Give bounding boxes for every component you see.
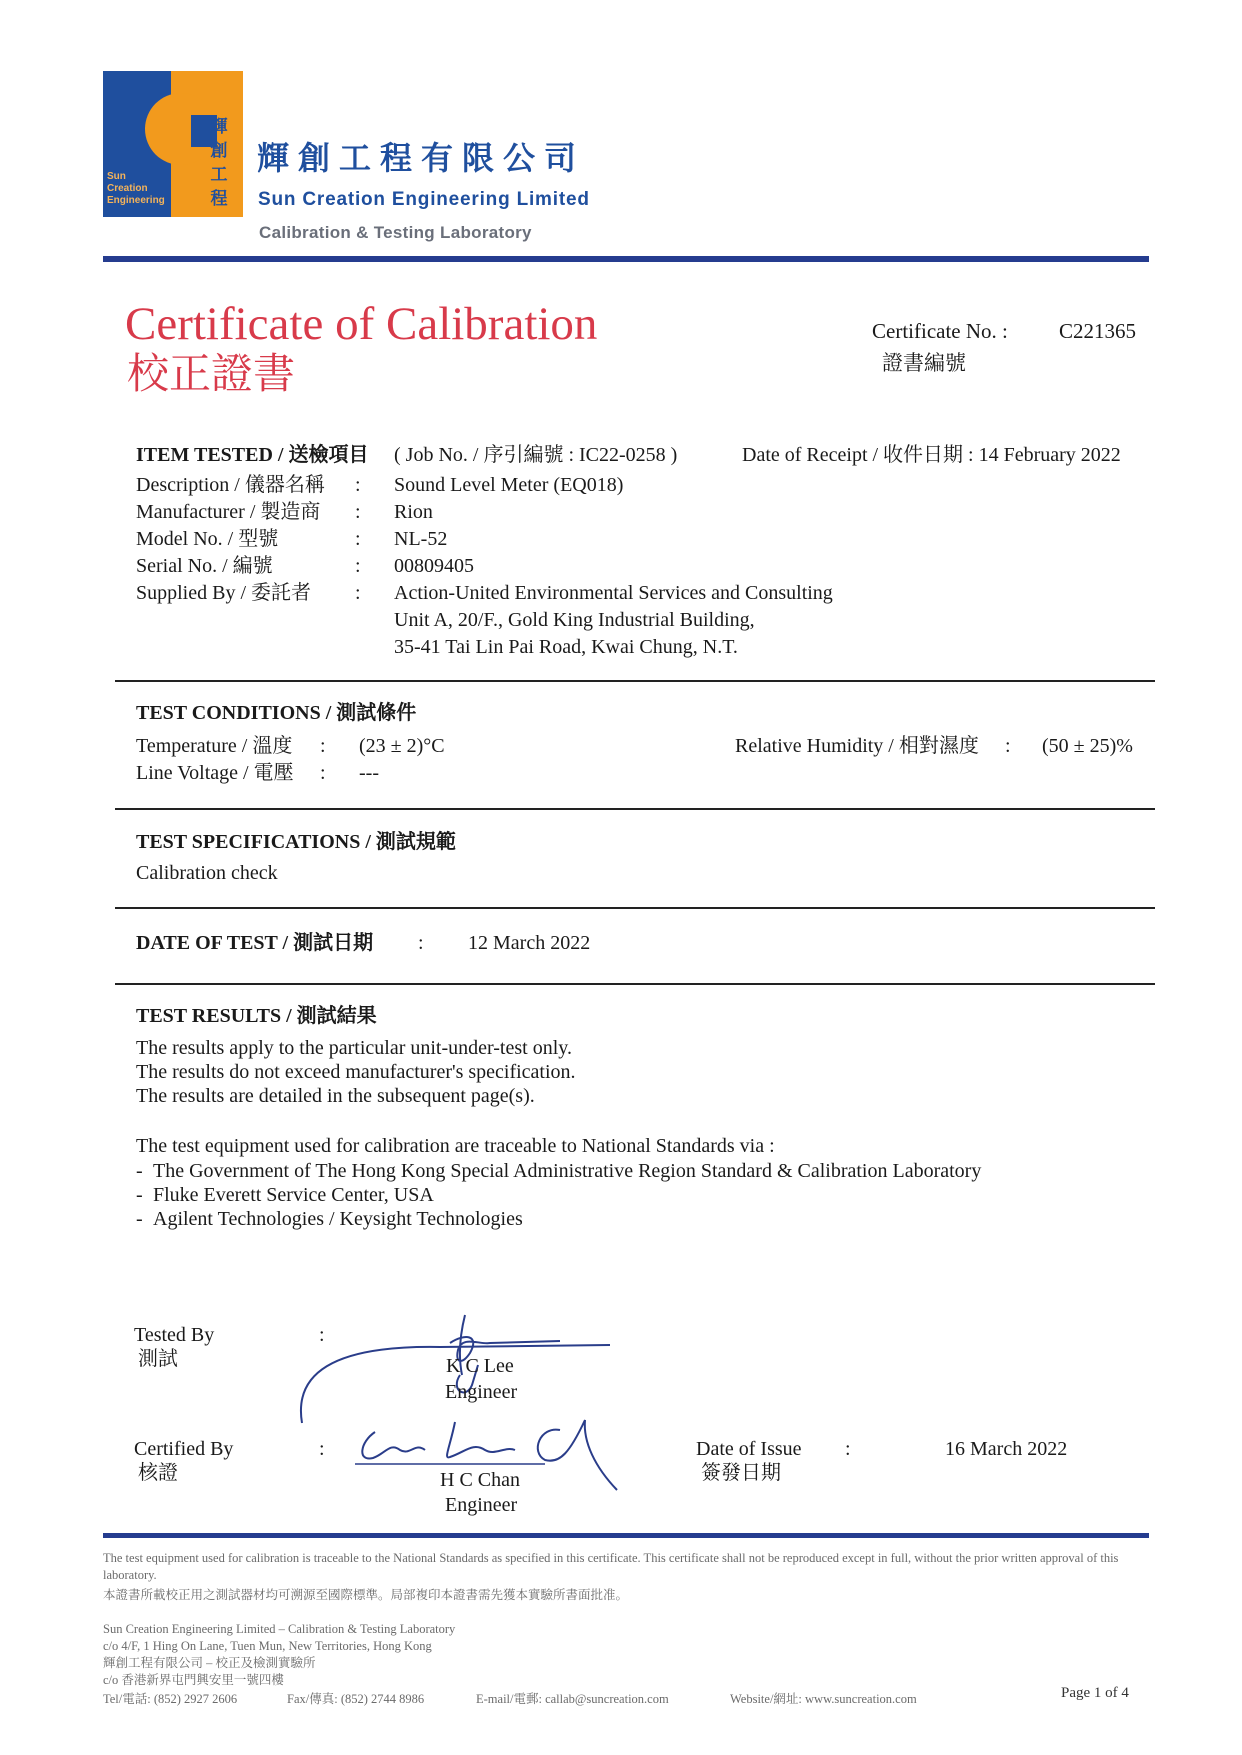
result-line: The results are detailed in the subsequent page(s).	[136, 1085, 535, 1107]
results-heading: TEST RESULTS / 測試結果	[136, 1005, 377, 1027]
bullet-dash: -	[136, 1208, 143, 1230]
colon: :	[355, 582, 361, 604]
colon: :	[355, 501, 361, 523]
logo-badge-en: Sun Creation Engineering	[107, 171, 165, 206]
voltage-value: ---	[359, 762, 379, 784]
certifier-name: H C Chan	[440, 1469, 520, 1491]
footer-rule	[103, 1533, 1149, 1538]
bullet-dash: -	[136, 1184, 143, 1206]
date-of-receipt: Date of Receipt / 收件日期 : 14 February 2022	[742, 444, 1121, 466]
colon: :	[418, 932, 424, 954]
traceability-item: The Government of The Hong Kong Special Administrative Region Standard & Calibration Laboratory	[153, 1160, 982, 1182]
section-divider	[115, 983, 1155, 985]
certified-by-label-zh: 核證	[138, 1462, 178, 1484]
humidity-value: (50 ± 25)%	[1042, 735, 1133, 757]
footer-address-line: 輝創工程有限公司 – 校正及檢測實驗所	[103, 1656, 316, 1670]
colon: :	[320, 735, 326, 757]
supplier-address-line: Unit A, 20/F., Gold King Industrial Building,	[394, 609, 755, 631]
title-en: Certificate of Calibration	[125, 298, 598, 350]
tested-by-label: Tested By	[134, 1324, 215, 1346]
section-divider	[115, 808, 1155, 810]
header-rule	[103, 256, 1149, 262]
logo-badge-zh: 輝 創 工 程	[210, 117, 228, 209]
section-divider	[115, 907, 1155, 909]
footer-fax: Fax/傳真: (852) 2744 8986	[287, 1692, 425, 1706]
tester-title: Engineer	[445, 1381, 518, 1403]
colon: :	[1005, 735, 1011, 757]
footer-email: E-mail/電郵: callab@suncreation.com	[476, 1692, 669, 1706]
issue-date: 16 March 2022	[945, 1438, 1068, 1460]
item-value: Action-United Environmental Services and Consulting	[394, 582, 833, 604]
voltage-label: Line Voltage / 電壓	[136, 762, 294, 784]
traceability-item: Agilent Technologies / Keysight Technologies	[153, 1208, 523, 1230]
footer-address-line: Sun Creation Engineering Limited – Calibration & Testing Laboratory	[103, 1622, 456, 1636]
item-value: Sound Level Meter (EQ018)	[394, 474, 624, 496]
item-label: Serial No. / 編號	[136, 555, 273, 577]
footer-address-line: c/o 4/F, 1 Hing On Lane, Tuen Mun, New Territories, Hong Kong	[103, 1639, 432, 1653]
page-number: Page 1 of 4	[1061, 1685, 1129, 1701]
lab-name: Calibration & Testing Laboratory	[259, 223, 532, 242]
temperature-label: Temperature / 溫度	[136, 735, 293, 757]
footer-address-line: c/o 香港新界屯門興安里一號四樓	[103, 1673, 284, 1687]
certificate-number: C221365	[1059, 319, 1137, 343]
tested-by-label-zh: 測試	[138, 1348, 178, 1370]
footer-disclaimer: The test equipment used for calibration is traceable to the National Standards as specified in this certificate. This certificate shall not be reproduced except in full, without the prior written approval of this laboratory.	[103, 1551, 1119, 1582]
item-label: Manufacturer / 製造商	[136, 501, 321, 523]
humidity-label: Relative Humidity / 相對濕度	[735, 735, 979, 757]
issue-date-label: Date of Issue	[696, 1438, 802, 1460]
colon: :	[319, 1438, 325, 1460]
certifier-title: Engineer	[445, 1494, 518, 1516]
bullet-dash: -	[136, 1160, 143, 1182]
item-tested-heading: ITEM TESTED / 送檢項目	[136, 444, 369, 466]
certificate-label-zh: 證書編號	[882, 351, 966, 375]
certificate-label: Certificate No. :	[872, 319, 1008, 343]
company-name-zh: 輝創工程有限公司	[257, 139, 586, 177]
colon: :	[355, 474, 361, 496]
footer-tel: Tel/電話: (852) 2927 2606	[103, 1692, 238, 1706]
specs-text: Calibration check	[136, 862, 278, 884]
footer-website: Website/網址: www.suncreation.com	[730, 1692, 917, 1706]
issue-date-label-zh: 簽發日期	[701, 1462, 781, 1484]
result-line: The results do not exceed manufacturer's specification.	[136, 1061, 576, 1083]
colon: :	[319, 1324, 325, 1346]
item-value: Rion	[394, 501, 433, 523]
date-of-test-heading: DATE OF TEST / 測試日期	[136, 932, 374, 954]
date-of-test-value: 12 March 2022	[468, 932, 591, 954]
item-value: NL-52	[394, 528, 448, 550]
colon: :	[355, 528, 361, 550]
supplier-address-line: 35-41 Tai Lin Pai Road, Kwai Chung, N.T.	[394, 636, 738, 658]
colon: :	[845, 1438, 851, 1460]
item-label: Supplied By / 委託者	[136, 582, 312, 604]
job-number: ( Job No. / 序引編號 : IC22-0258 )	[394, 444, 678, 466]
temperature-value: (23 ± 2)°C	[359, 735, 445, 757]
traceability-intro: The test equipment used for calibration are traceable to National Standards via :	[136, 1135, 775, 1157]
tester-name: K C Lee	[446, 1355, 514, 1377]
colon: :	[320, 762, 326, 784]
section-divider	[115, 680, 1155, 682]
traceability-item: Fluke Everett Service Center, USA	[153, 1184, 434, 1206]
specs-heading: TEST SPECIFICATIONS / 測試規範	[136, 831, 456, 853]
footer-disclaimer-zh: 本證書所載校正用之測試器材均可溯源至國際標準。局部複印本證書需先獲本實驗所書面批准。	[103, 1588, 629, 1602]
company-name-en: Sun Creation Engineering Limited	[258, 189, 590, 210]
colon: :	[355, 555, 361, 577]
title-zh: 校正證書	[127, 349, 296, 398]
item-label: Model No. / 型號	[136, 528, 279, 550]
result-line: The results apply to the particular unit-under-test only.	[136, 1037, 572, 1059]
certified-by-label: Certified By	[134, 1438, 234, 1460]
company-logo	[103, 71, 243, 217]
conditions-heading: TEST CONDITIONS / 測試條件	[136, 702, 417, 724]
item-label: Description / 儀器名稱	[136, 474, 325, 496]
item-value: 00809405	[394, 555, 474, 577]
